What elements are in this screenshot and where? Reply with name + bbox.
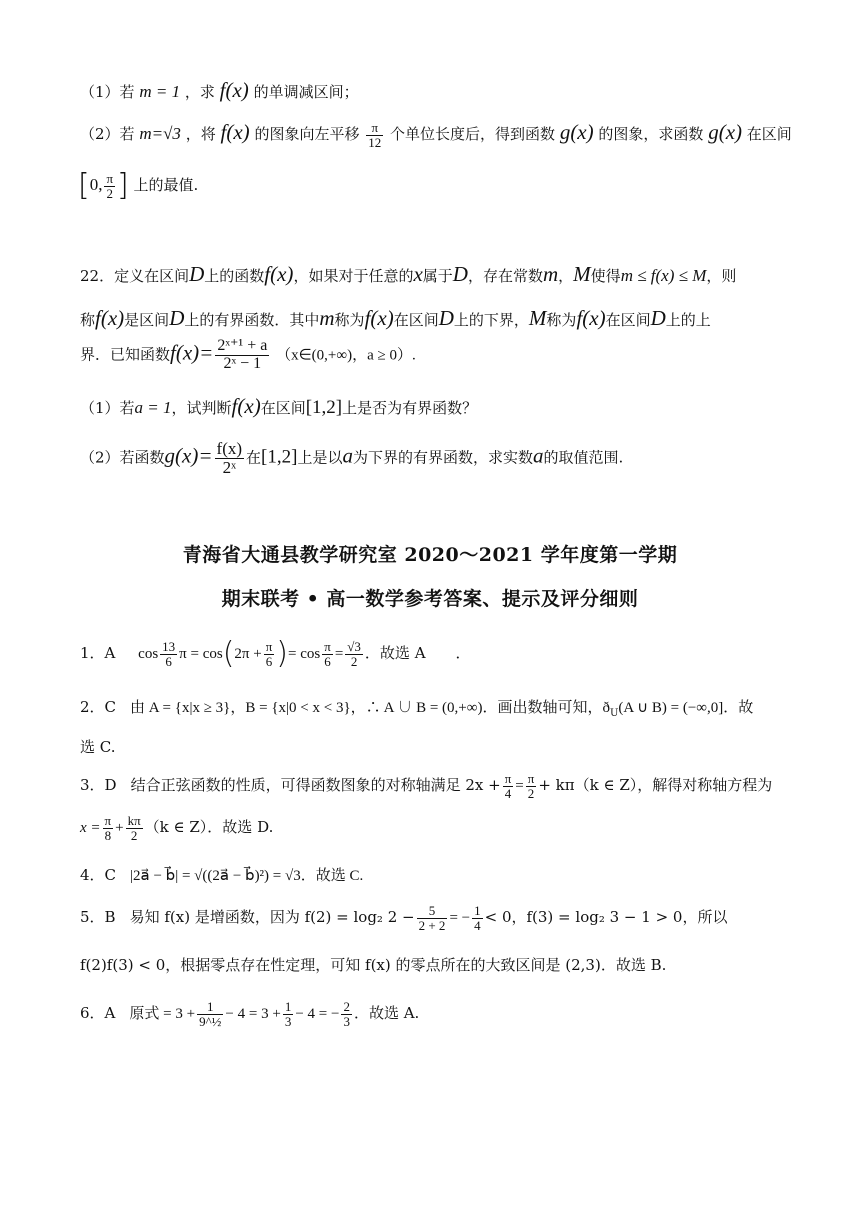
math-text: x = (80, 820, 101, 837)
fraction-part (417, 904, 448, 932)
text: 的单调减区间； (253, 83, 359, 101)
answer-5-cont: f(2)f(3) < 0，根据零点存在性定理，可知 f(x) 的零点所在的大致区间是 (2,3)．故选 B. (80, 956, 667, 974)
answer-1 (80, 636, 788, 672)
math: f(x) (220, 120, 250, 144)
fraction-part (103, 814, 114, 842)
fraction-part: π (371, 119, 379, 135)
math-text: = (334, 646, 344, 662)
fraction-part: 2 (345, 654, 363, 669)
fraction-part: 2 (104, 186, 115, 201)
fraction-part: π (106, 170, 114, 186)
math-text: （1）若 (80, 399, 135, 417)
math-text: M (573, 262, 591, 286)
fraction-part: kπ (127, 813, 141, 828)
math-text: M (528, 306, 547, 330)
answer-3-cont (80, 814, 788, 842)
q21-part1 (80, 78, 788, 103)
fraction-part: 13 (162, 638, 176, 654)
math-text: 6．A (80, 1004, 116, 1023)
q22-line3 (80, 338, 788, 373)
fraction-part: 8 (103, 828, 114, 843)
math-text: x (413, 262, 423, 286)
math-text: D (650, 306, 666, 330)
fraction-part: √3 (347, 638, 361, 654)
math-text: D (169, 306, 185, 330)
fraction (366, 121, 383, 149)
fraction-part: 1 (474, 903, 481, 918)
math-text: ) (276, 636, 289, 671)
math-text: 的取值范围. (543, 448, 624, 467)
fraction-part: 1 (284, 999, 292, 1014)
math-text: |2a⃗ − b⃗| = √((2a⃗ − b⃗)²) = √3．故选 C. (130, 868, 364, 884)
fraction-part (264, 640, 275, 668)
math-text: 在区间 (605, 311, 651, 329)
fraction-part: 6 (264, 654, 275, 669)
text: 的图象向左平移 (254, 125, 360, 143)
fraction-part: f(x) (216, 439, 243, 458)
math: m = 1 (139, 82, 181, 101)
math-text: 22．定义在区间 (80, 267, 190, 285)
math-text: f(x) (364, 306, 394, 330)
math-text: D (189, 262, 205, 286)
q22-line1 (80, 262, 788, 287)
fraction-part: π (265, 638, 273, 654)
math-text: ，则 (706, 267, 737, 285)
math-text: [1,2] (305, 397, 343, 418)
math-text: f(x) (576, 306, 606, 330)
math-text: 上的下界， (453, 311, 529, 329)
fraction-part: 2 + 2 (418, 917, 446, 933)
math-text: （2）若函数 (80, 448, 165, 467)
text: ，将 (185, 125, 216, 143)
math-text: π = cos (179, 646, 223, 662)
fraction-part (472, 904, 483, 932)
fraction-part: 9^½ (199, 1013, 222, 1029)
math-text: ，如果对于任意的 (293, 267, 414, 285)
q21-part2 (80, 119, 792, 150)
fraction-part: π (504, 771, 512, 786)
math-text: (A ∪ B) = (−∞,0]．故 (618, 700, 754, 716)
fraction-part: 6 (160, 654, 177, 669)
fraction-part: 2ˣ⁺¹ + a (217, 337, 268, 354)
math-text: m (319, 306, 335, 330)
math-text: − 4 = − (295, 1006, 340, 1023)
math-text: g(x)= (164, 443, 213, 468)
math-text: D (438, 306, 454, 330)
text: 在区间 (746, 125, 792, 143)
math-text: ，存在常数 (467, 267, 543, 285)
fraction (215, 338, 269, 373)
math-text: 3．D (80, 776, 117, 795)
fraction-part: 5 (428, 903, 436, 918)
fraction-part: 2 (526, 786, 537, 801)
math-text: f(x) (264, 262, 294, 286)
fraction (215, 440, 244, 477)
math-text: 上的有界函数．其中 (184, 311, 320, 329)
math-text: ， (558, 267, 574, 285)
math-text: 4．C (80, 866, 117, 884)
math-text: − 4 = 3 + (225, 1006, 281, 1023)
math-text: 称为 (546, 311, 577, 329)
fraction-part: 2 (126, 828, 143, 843)
fraction (104, 172, 115, 200)
answer-2 (80, 698, 788, 720)
text: 个单位长度后，得到函数 (390, 125, 556, 143)
bracket: [ (78, 168, 90, 203)
math-text: + (115, 820, 124, 837)
fraction-part (345, 640, 363, 668)
math-text: a (342, 443, 353, 468)
math-text: [1,2] (261, 446, 298, 468)
fraction-part: 4 (474, 917, 481, 933)
math: g(x) (559, 120, 594, 144)
math-text: （k ∈ Z）．故选 D. (144, 818, 274, 837)
q22-part2 (80, 440, 788, 477)
fraction-part: 4 (503, 786, 514, 801)
math-text: f(x)= (170, 340, 214, 365)
math-text: ，试判断 (171, 399, 232, 417)
math-text: 上是否为有界函数？ (342, 399, 478, 417)
math-text: 上是以 (297, 448, 343, 467)
math-text: 5．B (80, 908, 116, 927)
fraction-part: 2ˣ − 1 (215, 355, 269, 373)
fraction-part (283, 1000, 294, 1028)
math-text: 称 (80, 311, 96, 329)
fraction-part: π (527, 771, 535, 786)
answer-5 (80, 904, 788, 932)
math-text: 原式 = 3 + (129, 1006, 196, 1023)
fraction-part: π (324, 638, 331, 654)
math-text: 属于 (422, 267, 453, 285)
text: 上的最值. (133, 176, 199, 194)
fraction-part: 3 (343, 1013, 350, 1029)
answer-2-cont: 选 C. (80, 738, 116, 756)
text: （2）若 (80, 125, 135, 143)
math-text: 2．C (80, 698, 117, 716)
math-text: 称为 (334, 311, 365, 329)
math-text: 在 (246, 448, 262, 467)
fraction-part (341, 1000, 352, 1028)
math-text: m ≤ f(x) ≤ M (620, 266, 707, 285)
doc-title-line1: 青海省大通县教学研究室 2020～2021 学年度第一学期 (182, 544, 678, 566)
math: g(x) (708, 120, 743, 144)
math-text: 易知 f(x) 是增函数，因为 f(2) = log₂ 2 − (129, 908, 415, 927)
math-text: a = 1 (134, 398, 172, 417)
math-text: 使得 (590, 267, 621, 285)
math-text: 在区间 (393, 311, 439, 329)
math: m=√3 (139, 124, 181, 143)
answer-6 (80, 1000, 788, 1028)
fraction-part (126, 814, 143, 842)
math-text: 为下界的有界函数，求实数 (352, 448, 533, 467)
math-text: = cos (288, 646, 321, 662)
math-text: 1．A (80, 644, 116, 662)
q22-line2 (80, 306, 788, 331)
math: f(x) (219, 78, 249, 102)
math-text: = (515, 778, 524, 795)
fraction-part: π (104, 813, 112, 828)
bracket: ] (117, 168, 129, 203)
fraction-part: 3 (284, 1013, 292, 1029)
answer-4 (80, 866, 788, 885)
math-text: 在区间 (260, 399, 306, 417)
math-text: m (542, 262, 559, 286)
math-text: 上的函数 (204, 267, 265, 285)
math-text: ( (222, 636, 235, 671)
fraction-part (526, 772, 537, 800)
math-text: 结合正弦函数的性质，可得函数图象的对称轴满足 2x + (130, 776, 501, 795)
math-text: 由 A = {x|x ≥ 3}，B = {x|0 < x < 3}，∴ A ∪ B = (0,+∞)．画出数轴可知，ð (130, 700, 610, 716)
math-text: a (532, 443, 544, 468)
math: 0, (89, 175, 103, 194)
math-text: 是区间 (124, 311, 170, 329)
math-text: f(x) (231, 394, 261, 418)
text: 的图象，求函数 (598, 125, 704, 143)
q22-part1 (80, 394, 788, 420)
fraction-part: 2ˣ (215, 458, 244, 477)
math-text: U (609, 708, 619, 719)
fraction-part (503, 772, 514, 800)
doc-title-line2: 期末联考 • 高一数学参考答案、提示及评分细则 (221, 588, 639, 610)
math-text: + kπ（k ∈ Z），解得对称轴方程为 (538, 776, 773, 795)
fraction-part (197, 1000, 223, 1028)
math-text: < 0，f(3) = log₂ 3 − 1 > 0，所以 (484, 908, 728, 927)
fraction-part (160, 640, 177, 668)
fraction-part: 1 (206, 999, 214, 1014)
math-text: （x∈(0,+∞)，a ≥ 0）. (276, 347, 416, 364)
math-text: = − (449, 910, 471, 927)
text: （1）若 (80, 83, 135, 101)
fraction-part: 6 (322, 654, 333, 669)
text: ，求 (184, 83, 215, 101)
math-text: f(x) (95, 306, 125, 330)
fraction-part (322, 640, 333, 668)
answer-3 (80, 772, 788, 800)
math-text: 界．已知函数 (80, 345, 171, 364)
q21-part2-cont (78, 168, 788, 204)
math-text: 上的上 (665, 311, 711, 329)
fraction-part: 12 (368, 134, 382, 150)
math-text: ．故选 A ． (364, 644, 471, 662)
math-text: D (452, 262, 468, 286)
math-text: cos (138, 646, 159, 662)
math-text: ．故选 A. (353, 1004, 420, 1023)
math-text: 2π + (234, 646, 262, 662)
fraction-part: 2 (343, 999, 350, 1014)
